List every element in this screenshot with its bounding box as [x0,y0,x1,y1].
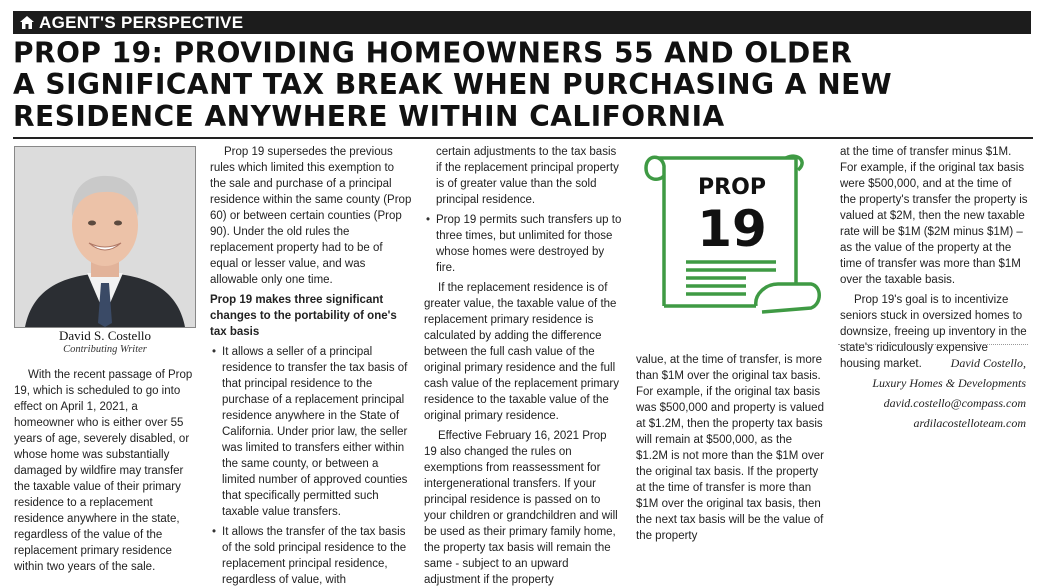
signature-company: Luxury Homes & Developments [872,376,1026,390]
bullet-item: • It allows a seller of a principal residence to transfer the tax basis of that principal residence to the purchase of a replacement principal residence anywhere in the State of California. Under prior law, the seller was limited to transfers either within the same county, or between a limited number of approved counties that specifically permitted such taxable value transfers. [210,344,412,520]
body-paragraph: Effective February 16, 2021 Prop 19 also changed the rules on exemptions from reassessment for intergenerational transfers. If your principal residence is passed on to your children or grandchildren and will be used as their primary family home, the property tax basis will remain the same - subject to an upward adjustment if the property [424,430,618,586]
body-paragraph: If the replacement residence is of greater value, the taxable value of the replacement primary residence is calculated by adding the difference between the full cash value of the original primary residence and the full cash value of the replacement primary residence to the taxable value of the original primary residence. [424,282,619,422]
bullet-list [210,344,412,588]
bullet-continuation: certain adjustments to the tax basis if the replacement principal property is of greater value than the sold principal residence. [436,146,619,206]
headline-line: A SIGNIFICANT TAX BREAK WHEN PURCHASING A NEW [13,67,893,102]
signature-website: ardilacostelloteam.com [913,416,1026,430]
bullet-list [424,212,622,276]
body-paragraph: Prop 19 supersedes the previous rules which limited this exemption to the sale and purchase of a principal residence within the same county (Prop 60) or between certain counties (Prop 90). Under the old rules the replacement property had to be of equal or lesser value, and was allowable only one time. [210,146,412,286]
bullet-item: • It allows the transfer of the tax basis of the sold principal residence to the replacement principal residence, regardless of value, with [210,524,412,588]
author-name: David S. Costello [58,328,152,343]
author-role: Contributing Writer [63,344,147,355]
signature-name: David Costello, [950,356,1026,370]
signature-email: david.costello@compass.com [883,396,1026,410]
column-5 [840,144,1030,372]
body-paragraph: With the recent passage of Prop 19, which is scheduled to go into effect on April 1, 2021, a homeowner who is either over 55 years of age, severely disabled, or whose home was substantially damaged by wildfire may transfer the taxable value of their primary residence to a replacement residence anywhere in the state, regardless of the value of the replacement primary residence within two years of the sale. [14,369,193,573]
headline-line: RESIDENCE ANYWHERE WITHIN CALIFORNIA [13,99,725,133]
graphic-prop-text: PROP [698,175,766,200]
graphic-19-text: 19 [697,200,767,258]
signature-divider [838,344,1028,345]
house-icon [17,15,37,31]
column-3 [424,144,622,588]
body-paragraph: Prop 19's goal is to incentivize seniors stuck in oversized homes to downsize, freeing up inventory in the state's ridiculously expensive housing market. [840,294,1027,370]
author-photo [14,146,196,328]
bullet-item: • Prop 19 permits such transfers up to three times, but unlimited for those whose homes were destroyed by fire. [424,212,622,276]
article-headline [13,37,1033,132]
headline-line: PROP 19: PROVIDING HOMEOWNERS 55 AND OLDER [13,36,853,70]
subheading: Prop 19 makes three significant changes to the portability of one's tax basis [210,294,397,338]
headline-divider [13,137,1033,139]
column-4 [636,352,826,544]
prop-19-scroll-graphic [636,146,826,334]
body-paragraph: value, at the time of transfer, is more than $1M over the original tax basis. For example, if the original tax basis was $500,000 and property is valued at $1.2M, then the property tax basis will remain at $500,000, as the $1.2M is not more than the $1M over the original tax basis. If the property at the time of transfer is more than $1M over the original tax basis, then the next tax basis will be the value of the property [636,354,824,542]
body-paragraph: at the time of transfer minus $1M. For example, if the original tax basis were $500,000, and at the time of the property's transfer the property is valued at $2M, then the new taxable rate will be $1M ($2M minus $1M) – as the value of the property at the time of transfer was more than $1M over the taxable basis. [840,146,1028,286]
column-2 [210,144,412,588]
section-banner [13,11,1031,34]
section-title: AGENT'S PERSPECTIVE [39,12,244,32]
author-signature [840,353,1026,433]
column-1 [14,367,196,575]
